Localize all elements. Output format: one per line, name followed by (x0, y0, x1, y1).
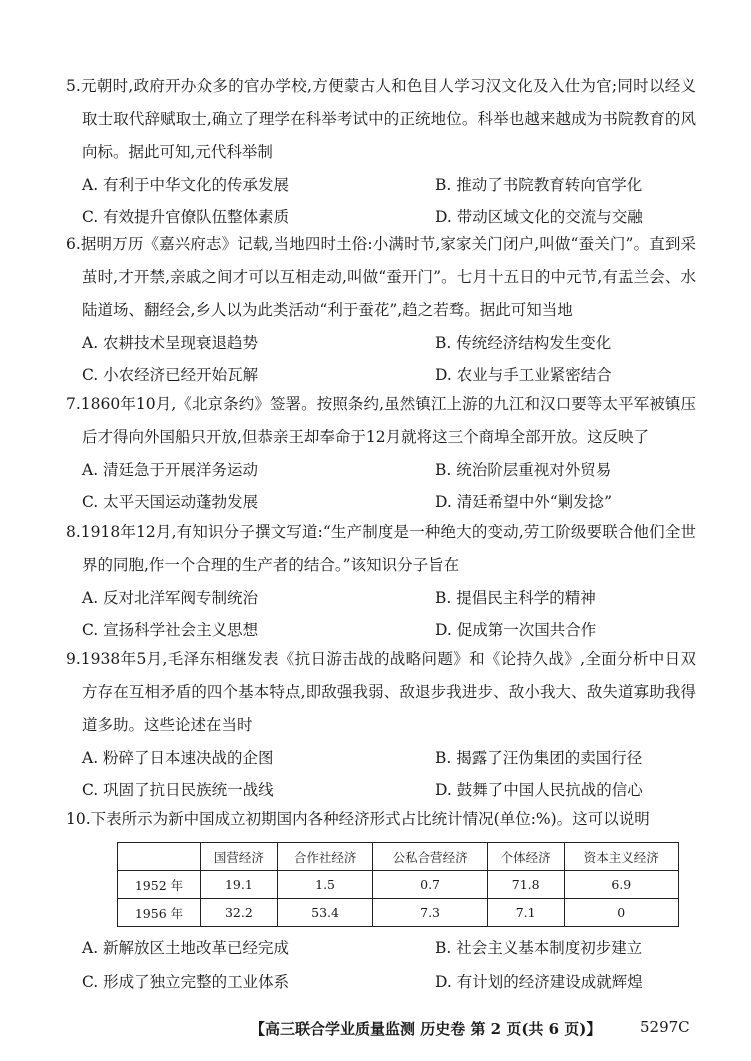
question-5 (66, 70, 696, 233)
question-7-options (82, 454, 696, 518)
question-10-stem: 10.下表所示为新中国成立初期国内各种经济形式占比统计情况(单位:%)。这可以说明 (66, 810, 650, 828)
question-8-stem: 8.1918年12月,有知识分子撰文写道:“生产制度是一种绝大的变动,劳工阶级要联合他们全世界的同胞,作一个合理的生产者的结合。”该知识分子旨在 (66, 523, 696, 574)
table-cell: 1.5 (277, 871, 373, 899)
economy-share-table (117, 842, 679, 927)
option-a[interactable]: A. 新解放区土地改革已经完成 (82, 939, 290, 957)
option-a[interactable]: A. 有利于中华文化的传承发展 (82, 176, 290, 194)
option-d[interactable]: D. 带动区域文化的交流与交融 (435, 208, 643, 226)
table-header-row (118, 843, 679, 871)
question-7-stem: 7.1860年10月,《北京条约》签署。按照条约,虽然镇江上游的九江和汉口要等太平军被镇压后才得向外国船只开放,但恭亲王却奉命于12月就将这三个商埠全部开放。这反映了 (66, 395, 696, 446)
question-5-options (82, 169, 696, 233)
option-c[interactable]: C. 形成了独立完整的工业体系 (82, 973, 290, 991)
table-header-cell: 国营经济 (201, 843, 278, 871)
table-cell: 19.1 (201, 871, 278, 899)
option-a[interactable]: A. 清廷急于开展洋务运动 (82, 461, 259, 479)
question-6-options (82, 327, 696, 391)
table-cell: 6.9 (564, 871, 678, 899)
option-c[interactable]: C. 有效提升官僚队伍整体素质 (82, 208, 290, 226)
question-8-options (82, 582, 696, 646)
page-footer (0, 1018, 751, 1048)
question-9-stem: 9.1938年5月,毛泽东相继发表《抗日游击战的战略问题》和《论持久战》,全面分析中日双方存在互相矛盾的四个基本特点,即敌强我弱、敌退步我进步、敌小我大、敌失道寡助我得道多助。这些论述在当时 (66, 650, 696, 734)
option-c[interactable]: C. 小农经济已经开始瓦解 (82, 366, 259, 384)
table-cell: 0 (564, 899, 678, 927)
table-header-cell (118, 843, 201, 871)
footer-code: 5297C (640, 1018, 690, 1036)
table-header-cell: 合作社经济 (277, 843, 373, 871)
question-6 (66, 228, 696, 391)
option-b[interactable]: B. 统治阶层重视对外贸易 (435, 461, 612, 479)
question-9 (66, 643, 696, 806)
table-cell: 71.8 (487, 871, 564, 899)
question-10-options (82, 931, 696, 999)
question-8 (66, 516, 696, 646)
option-b[interactable]: B. 揭露了汪伪集团的卖国行径 (435, 749, 643, 767)
question-10-answers (66, 931, 696, 999)
table-header-cell: 资本主义经济 (564, 843, 678, 871)
option-a[interactable]: A. 农耕技术呈现衰退趋势 (82, 334, 259, 352)
footer-title: 【高三联合学业质量监测 历史卷 第 2 页(共 6 页)】 (250, 1020, 602, 1038)
option-c[interactable]: C. 宣扬科学社会主义思想 (82, 621, 259, 639)
option-b[interactable]: B. 社会主义基本制度初步建立 (435, 939, 643, 957)
question-10 (66, 803, 696, 836)
table-cell: 0.7 (373, 871, 487, 899)
option-a[interactable]: A. 反对北洋军阀专制统治 (82, 589, 259, 607)
table-cell: 7.1 (487, 899, 564, 927)
option-d[interactable]: D. 促成第一次国共合作 (435, 621, 597, 639)
question-9-options (82, 742, 696, 806)
table-cell: 7.3 (373, 899, 487, 927)
option-c[interactable]: C. 太平天国运动蓬勃发展 (82, 493, 259, 511)
option-d[interactable]: D. 农业与手工业紧密结合 (435, 366, 612, 384)
option-a[interactable]: A. 粉碎了日本速决战的企图 (82, 749, 274, 767)
option-d[interactable]: D. 清廷希望中外“剿发捻” (435, 493, 613, 511)
option-d[interactable]: D. 有计划的经济建设成就辉煌 (435, 973, 643, 991)
table-row (118, 871, 679, 899)
option-c[interactable]: C. 巩固了抗日民族统一战线 (82, 781, 274, 799)
table-cell: 1952 年 (118, 871, 201, 899)
table-cell: 32.2 (201, 899, 278, 927)
option-b[interactable]: B. 推动了书院教育转向官学化 (435, 176, 643, 194)
question-7 (66, 388, 696, 518)
table-cell: 53.4 (277, 899, 373, 927)
table-cell: 1956 年 (118, 899, 201, 927)
table-header-cell: 公私合营经济 (373, 843, 487, 871)
option-b[interactable]: B. 传统经济结构发生变化 (435, 334, 612, 352)
option-d[interactable]: D. 鼓舞了中国人民抗战的信心 (435, 781, 643, 799)
table-header-cell: 个体经济 (487, 843, 564, 871)
question-6-stem: 6.据明万历《嘉兴府志》记载,当地四时土俗:小满时节,家家关门闭户,叫做“蚕关门”。直到采茧时,才开禁,亲戚之间才可以互相走动,叫做“蚕开门”。七月十五日的中元节,有盂兰会、水陆道场、翻经会,乡人以为此类活动“利于蚕花”,趋之若骛。据此可知当地 (66, 235, 696, 319)
table-row (118, 899, 679, 927)
question-5-stem: 5.元朝时,政府开办众多的官办学校,方便蒙古人和色目人学习汉文化及入仕为官;同时以经义取士取代辞赋取士,确立了理学在科举考试中的正统地位。科举也越来越成为书院教育的风向标。据此可知,元代科举制 (66, 77, 696, 161)
option-b[interactable]: B. 提倡民主科学的精神 (435, 589, 596, 607)
